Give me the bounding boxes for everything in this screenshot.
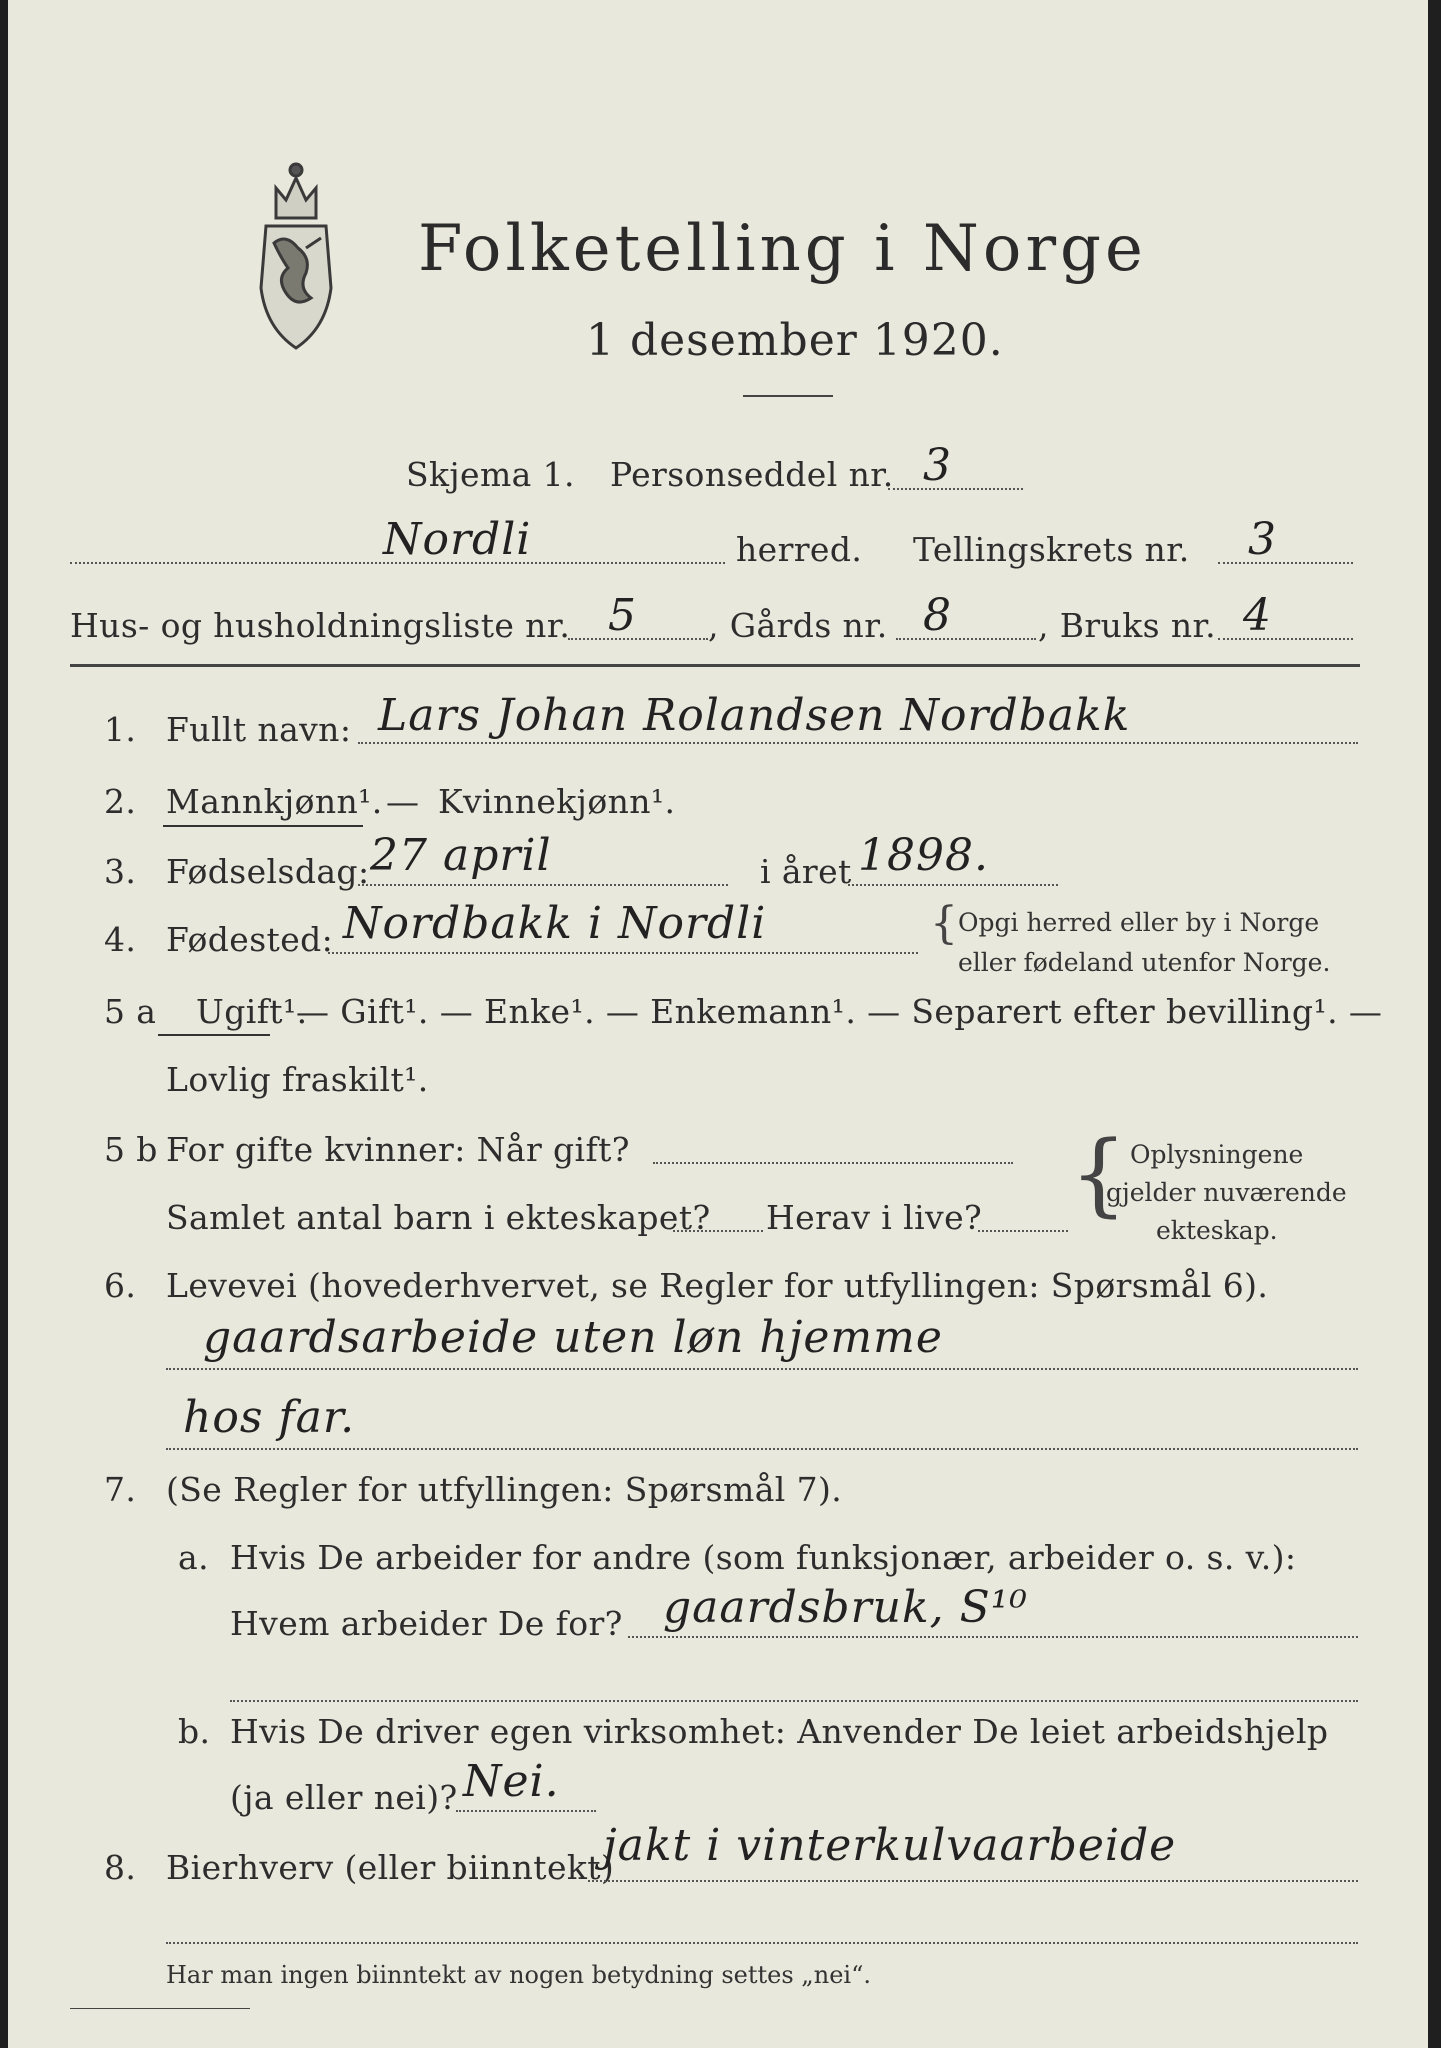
q5b-note-line3: ekteskap. bbox=[1156, 1216, 1278, 1245]
q7-label: (Se Regler for utfyllingen: Spørsmål 7). bbox=[166, 1470, 843, 1509]
title-divider bbox=[743, 395, 833, 397]
q3-year-label: i året bbox=[760, 852, 852, 891]
q7a-letter: a. bbox=[178, 1538, 209, 1577]
q3-number: 3. bbox=[104, 852, 137, 891]
header-divider bbox=[70, 664, 1360, 667]
q5b-alive-field-line bbox=[978, 1230, 1068, 1232]
q5b-label-children: Samlet antal barn i ekteskapet? bbox=[166, 1198, 711, 1237]
q7a-field-line-2 bbox=[230, 1700, 1358, 1702]
q6-field-line-2 bbox=[166, 1448, 1358, 1450]
q3-year-field-line bbox=[848, 884, 1058, 886]
q5b-note-line2: gjelder nuværende bbox=[1106, 1178, 1347, 1207]
q8-field-line bbox=[588, 1880, 1358, 1882]
tellingskrets-field-line bbox=[1218, 562, 1353, 564]
q4-number: 4. bbox=[104, 920, 137, 959]
q7a-label: Hvis De arbeider for andre (som funksjonær, arbeider o. s. v.): bbox=[230, 1538, 1297, 1577]
birthplace-value[interactable]: Nordbakk i Nordli bbox=[343, 898, 767, 949]
gards-value[interactable]: 8 bbox=[923, 590, 952, 641]
q1-field-line bbox=[358, 742, 1358, 744]
q5b-number: 5 b bbox=[104, 1130, 158, 1169]
q4-note-brace: { bbox=[930, 898, 958, 949]
q4-field-line bbox=[328, 952, 918, 954]
hus-label: Hus- og husholdningsliste nr. bbox=[70, 606, 571, 645]
q1-number: 1. bbox=[104, 710, 137, 749]
q5b-children-field-line bbox=[673, 1230, 763, 1232]
page-title: Folketelling i Norge bbox=[418, 212, 1147, 286]
ugift-selected-underline bbox=[158, 1034, 270, 1036]
occupation-value-line1[interactable]: gaardsarbeide uten løn hjemme bbox=[203, 1312, 943, 1363]
hus-value[interactable]: 5 bbox=[608, 590, 637, 641]
herred-label: herred. bbox=[736, 530, 863, 569]
side-income-value[interactable]: jakt i vinterkulvaarbeide bbox=[603, 1820, 1177, 1871]
status-other-options[interactable]: — Gift¹. — Enke¹. — Enkemann¹. — Separert efter bevilling¹. — bbox=[296, 992, 1383, 1031]
q4-label: Fødested: bbox=[166, 920, 334, 959]
bruks-label: , Bruks nr. bbox=[1038, 606, 1216, 645]
full-name-value[interactable]: Lars Johan Rolandsen Nordbakk bbox=[378, 690, 1131, 741]
gender-male-option[interactable]: Mannkjønn¹. bbox=[166, 782, 383, 821]
q1-label: Fullt navn: bbox=[166, 710, 352, 749]
footnote-rule bbox=[70, 2008, 250, 2009]
q7a-label-employer: Hvem arbeider De for? bbox=[230, 1604, 623, 1643]
herred-value[interactable]: Nordli bbox=[383, 514, 532, 565]
bruks-value[interactable]: 4 bbox=[1243, 590, 1272, 641]
q3-label: Fødselsdag: bbox=[166, 852, 370, 891]
personseddel-field-line bbox=[888, 488, 1023, 490]
q5b-label-alive: Herav i live? bbox=[766, 1198, 983, 1237]
coat-of-arms-icon bbox=[236, 148, 356, 358]
gards-label: , Gårds nr. bbox=[708, 606, 888, 645]
bruks-field-line bbox=[1218, 638, 1353, 640]
q7b-label-yesno: (ja eller nei)? bbox=[230, 1778, 458, 1817]
birth-year-value[interactable]: 1898. bbox=[858, 830, 989, 881]
q2-number: 2. bbox=[104, 782, 137, 821]
status-fraskilt-option[interactable]: Lovlig fraskilt¹. bbox=[166, 1060, 429, 1099]
q4-note-line2: eller fødeland utenfor Norge. bbox=[958, 948, 1331, 977]
q7-number: 7. bbox=[104, 1470, 137, 1509]
male-selected-underline bbox=[163, 825, 363, 827]
q7b-field-line bbox=[456, 1810, 596, 1812]
gender-female-option[interactable]: Kvinnekjønn¹. bbox=[438, 782, 676, 821]
q7a-field-line bbox=[628, 1636, 1358, 1638]
employer-value[interactable]: gaardsbruk, S¹⁰ bbox=[663, 1582, 1029, 1633]
birthday-value[interactable]: 27 april bbox=[370, 830, 552, 881]
hired-help-value[interactable]: Nei. bbox=[463, 1756, 560, 1807]
q2-separator: — bbox=[386, 782, 420, 821]
q5b-label-married: For gifte kvinner: Når gift? bbox=[166, 1130, 630, 1169]
census-date: 1 desember 1920. bbox=[586, 315, 1004, 366]
q6-number: 6. bbox=[104, 1266, 137, 1305]
q8-label: Bierhverv (eller biinntekt) bbox=[166, 1848, 615, 1887]
q5b-note-line1: Oplysningene bbox=[1130, 1140, 1304, 1169]
occupation-value-line2[interactable]: hos far. bbox=[183, 1392, 356, 1443]
q8-field-line-2 bbox=[166, 1942, 1358, 1944]
q5b-married-field-line bbox=[653, 1162, 1013, 1164]
personseddel-label: Personseddel nr. bbox=[610, 455, 894, 494]
tellingskrets-label: Tellingskrets nr. bbox=[913, 530, 1190, 569]
q7b-letter: b. bbox=[178, 1712, 211, 1751]
tellingskrets-value[interactable]: 3 bbox=[1248, 514, 1277, 565]
personseddel-value[interactable]: 3 bbox=[923, 440, 952, 491]
q8-number: 8. bbox=[104, 1848, 137, 1887]
status-ugift-option[interactable]: Ugift¹. bbox=[196, 992, 308, 1031]
census-form-sheet bbox=[8, 0, 1428, 2048]
q5b-note-brace: { bbox=[1070, 1122, 1128, 1227]
q7b-label: Hvis De driver egen virksomhet: Anvender De leiet arbeidshjelp bbox=[230, 1712, 1329, 1751]
skjema-label: Skjema 1. bbox=[406, 455, 575, 494]
q6-field-line-1 bbox=[166, 1368, 1358, 1370]
hus-field-line bbox=[568, 638, 708, 640]
q6-label: Levevei (hovederhvervet, se Regler for utfyllingen: Spørsmål 6). bbox=[166, 1266, 1269, 1305]
q3-field-line bbox=[358, 884, 728, 886]
footnote: Har man ingen biinntekt av nogen betydning settes „nei“. bbox=[166, 1961, 871, 1989]
q5a-number: 5 a bbox=[104, 992, 157, 1031]
q4-note-line1: Opgi herred eller by i Norge bbox=[958, 908, 1320, 937]
gards-field-line bbox=[896, 638, 1036, 640]
